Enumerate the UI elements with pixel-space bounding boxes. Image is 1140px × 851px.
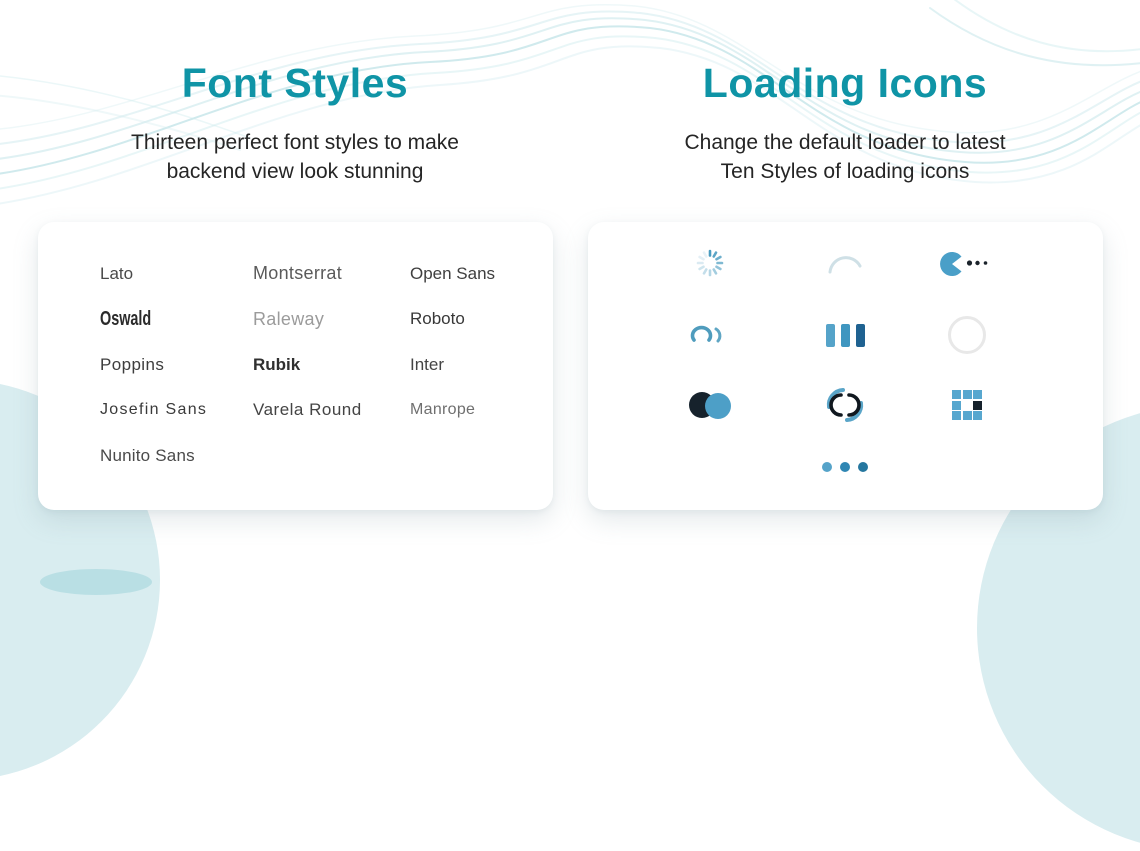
- font-column-3: [410, 251, 495, 433]
- font-styles-title: Font Styles: [181, 60, 409, 106]
- bars-loader-icon: [815, 310, 875, 360]
- bracket-spinner-icon: [815, 380, 875, 430]
- loading-icons-title: Loading Icons: [702, 60, 988, 106]
- font-sample-poppins: Poppins: [100, 354, 165, 374]
- font-styles-subtitle-line2: backend view look stunning: [166, 160, 424, 183]
- dash-spinner-icon: [680, 238, 740, 288]
- font-sample-rubik: Rubik: [253, 354, 301, 374]
- font-sample-manrope: Manrope: [410, 401, 476, 419]
- font-sample-nunito-sans: Nunito Sans: [100, 445, 195, 465]
- ring-loader-icon: [937, 310, 997, 360]
- font-sample-open-sans: Open Sans: [410, 263, 496, 283]
- font-column-2: [253, 251, 362, 433]
- font-styles-subtitle-line1: Thirteen perfect font styles to make: [131, 131, 459, 154]
- font-sample-oswald: Oswald: [100, 307, 152, 330]
- pacman-loader-icon: [937, 239, 997, 289]
- font-sample-roboto: Roboto: [410, 309, 465, 329]
- dual-arc-spinner-icon: [680, 310, 740, 360]
- dual-ball-loader-icon: [680, 380, 740, 430]
- font-sample-inter: Inter: [410, 354, 445, 374]
- font-sample-lato: Lato: [100, 263, 134, 283]
- loading-icons-card: [588, 222, 1103, 510]
- font-column-1: [100, 251, 207, 479]
- loading-icons-subtitle-line2: Ten Styles of loading icons: [720, 160, 970, 183]
- grid-squares-loader-icon: [937, 380, 997, 430]
- loading-icons-section: [560, 60, 1130, 186]
- arc-spinner-icon: [815, 241, 875, 291]
- decor-circle-bottom-left-dark: [40, 569, 152, 595]
- font-sample-varela-round: Varela Round: [253, 400, 362, 420]
- loading-icons-subtitle-line1: Change the default loader to latest: [684, 131, 1006, 154]
- font-sample-raleway: Raleway: [253, 308, 325, 329]
- font-sample-josefin-sans: Josefin Sans: [100, 401, 208, 419]
- font-styles-card: [38, 222, 553, 510]
- font-sample-montserrat: Montserrat: [253, 263, 343, 284]
- three-dots-loader-icon: [815, 442, 875, 492]
- font-styles-section: [10, 60, 580, 186]
